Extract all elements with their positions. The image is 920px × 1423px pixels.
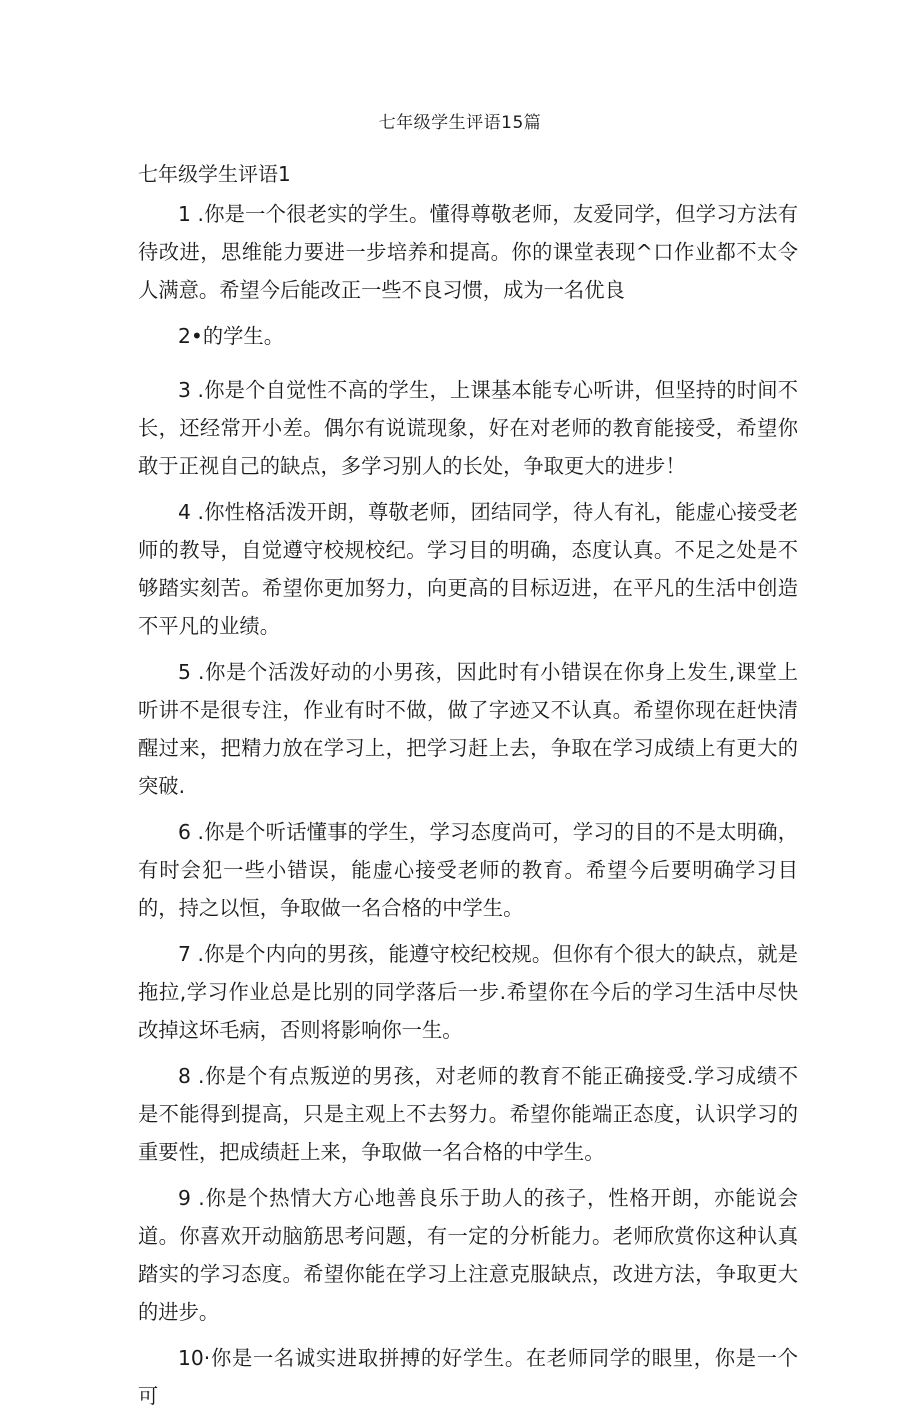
document-title: 七年级学生评语15篇: [378, 113, 542, 133]
comment-paragraph-4: 4 .你性格活泼开朗，尊敬老师，团结同学，待人有礼，能虚心接受老师的教导，自觉遵守校规校纪。学习目的明确，态度认真。不足之处是不够踏实刻苦。希望你更加努力，向更高的目标迈进，在平凡的生活中创造不平凡的业绩。: [138, 500, 798, 638]
comment-paragraph-1: 1 .你是一个很老实的学生。懂得尊敬老师，友爱同学，但学习方法有待改进，思维能力要进一步培养和提高。你的课堂表现^口作业都不太令人满意。希望今后能改正一些不良习惯，成为一名优良: [138, 202, 798, 302]
comment-paragraph-7: 7 .你是个内向的男孩，能遵守校纪校规。但你有个很大的缺点，就是拖拉,学习作业总是比别的同学落后一步.希望你在今后的学习生活中尽快改掉这坏毛病，否则将影响你一生。: [138, 942, 798, 1042]
document-body: [138, 195, 798, 1423]
comment-paragraph-8: 8 .你是个有点叛逆的男孩，对老师的教育不能正确接受.学习成绩不是不能得到提高，只是主观上不去努力。希望你能端正态度，认识学习的重要性，把成绩赶上来，争取做一名合格的中学生。: [138, 1064, 798, 1164]
comment-paragraph-5: 5 .你是个活泼好动的小男孩，因此时有小错误在你身上发生,课堂上听讲不是很专注，作业有时不做，做了字迹又不认真。希望你现在赶快清醒过来，把精力放在学习上，把学习赶上去，争取在学习成绩上有更大的突破.: [138, 660, 798, 798]
comment-paragraph-2: 2•的学生。: [178, 324, 284, 348]
comment-paragraph-10: 10·你是一名诚实进取拼搏的好学生。在老师同学的眼里，你是一个可: [138, 1346, 798, 1408]
comment-paragraph-3: 3 .你是个自觉性不高的学生，上课基本能专心听讲，但坚持的时间不长，还经常开小差。偶尔有说谎现象，好在对老师的教育能接受，希望你敢于正视自己的缺点，多学习别人的长处，争取更大的进步！: [138, 378, 798, 478]
section-heading: 七年级学生评语1: [138, 162, 291, 186]
comment-paragraph-9: 9 .你是个热情大方心地善良乐于助人的孩子，性格开朗，亦能说会道。你喜欢开动脑筋思考问题，有一定的分析能力。老师欣赏你这种认真踏实的学习态度。希望你能在学习上注意克服缺点，改进方法，争取更大的进步。: [138, 1186, 798, 1324]
comment-paragraph-6: 6 .你是个听话懂事的学生，学习态度尚可，学习的目的不是太明确，有时会犯一些小错误，能虚心接受老师的教育。希望今后要明确学习目的，持之以恒，争取做一名合格的中学生。: [138, 820, 798, 920]
